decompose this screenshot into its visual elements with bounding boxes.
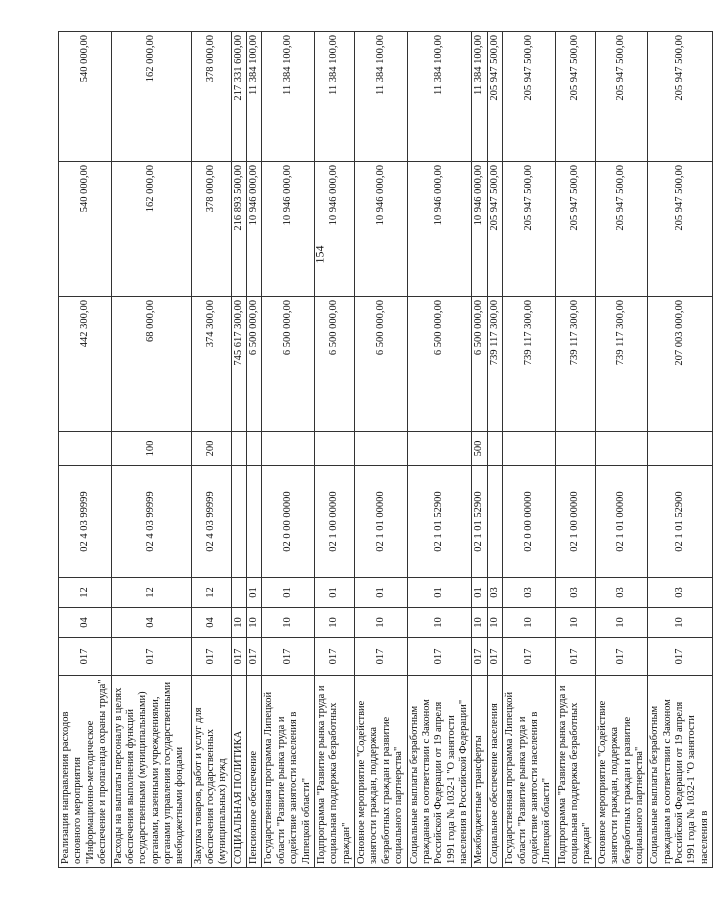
expense-type-cell bbox=[355, 432, 408, 466]
ministry-code-cell: 017 bbox=[407, 638, 472, 676]
amount-year3-cell: 162 000,00 bbox=[111, 32, 191, 162]
target-article-cell: 02 1 00 00000 bbox=[555, 466, 595, 578]
target-article-cell: 02 1 01 52900 bbox=[648, 466, 713, 578]
target-article-cell: 02 0 00 00000 bbox=[262, 466, 315, 578]
amount-year2-cell: 10 946 000,00 bbox=[407, 162, 472, 297]
table-row bbox=[595, 32, 648, 868]
target-article-cell: 02 1 01 52900 bbox=[407, 466, 472, 578]
target-article-cell: 02 1 01 00000 bbox=[355, 466, 408, 578]
amount-year1-cell: 6 500 000,00 bbox=[407, 297, 472, 432]
amount-year1-cell: 6 500 000,00 bbox=[262, 297, 315, 432]
subsection-code-cell: 03 bbox=[595, 578, 648, 608]
row-name-cell: Пенсионное обеспечение bbox=[247, 676, 262, 868]
section-code-cell: 10 bbox=[503, 608, 556, 638]
target-article-cell: 02 0 00 00000 bbox=[503, 466, 556, 578]
amount-year3-cell: 11 384 100,00 bbox=[407, 32, 472, 162]
amount-year1-cell: 739 117 300,00 bbox=[555, 297, 595, 432]
row-name-cell: Реализация направления расходов основного мероприятия "Информационно-методическое обеспечение и пропаганда охраны труда" bbox=[59, 676, 112, 868]
section-code-cell: 10 bbox=[407, 608, 472, 638]
target-article-cell bbox=[487, 466, 502, 578]
section-code-cell: 10 bbox=[648, 608, 713, 638]
amount-year2-cell: 10 946 000,00 bbox=[472, 162, 487, 297]
ministry-code-cell: 017 bbox=[503, 638, 556, 676]
amount-year2-cell: 10 946 000,00 bbox=[247, 162, 262, 297]
amount-year1-cell: 374 300,00 bbox=[191, 297, 231, 432]
amount-year3-cell: 11 384 100,00 bbox=[355, 32, 408, 162]
subsection-code-cell: 01 bbox=[472, 578, 487, 608]
target-article-cell: 02 1 00 00000 bbox=[314, 466, 354, 578]
amount-year1-cell: 6 500 000,00 bbox=[472, 297, 487, 432]
table-row bbox=[355, 32, 408, 868]
budget-table-frame bbox=[58, 32, 710, 868]
row-name-cell: Расходы на выплаты персоналу в целях обеспечения выполнения функций государственными (муниципальными) органами, казенными учреждениями, органами управления государственными внебюджетными фондами bbox=[111, 676, 191, 868]
target-article-cell: 02 1 01 00000 bbox=[595, 466, 648, 578]
expense-type-cell: 500 bbox=[472, 432, 487, 466]
ministry-code-cell: 017 bbox=[555, 638, 595, 676]
amount-year1-cell: 6 500 000,00 bbox=[314, 297, 354, 432]
expense-type-cell bbox=[503, 432, 556, 466]
target-article-cell: 02 4 03 99999 bbox=[191, 466, 231, 578]
table-row bbox=[231, 32, 246, 868]
amount-year2-cell: 205 947 500,00 bbox=[487, 162, 502, 297]
expense-type-cell bbox=[648, 432, 713, 466]
ministry-code-cell: 017 bbox=[262, 638, 315, 676]
amount-year2-cell: 205 947 500,00 bbox=[555, 162, 595, 297]
budget-table bbox=[58, 31, 713, 868]
section-code-cell: 10 bbox=[487, 608, 502, 638]
expense-type-cell bbox=[487, 432, 502, 466]
row-name-cell: Социальное обеспечение населения bbox=[487, 676, 502, 868]
subsection-code-cell: 03 bbox=[487, 578, 502, 608]
row-name-cell: Основное мероприятие "Содействие занятости граждан, поддержка безработных граждан и развитие социального партнерства" bbox=[595, 676, 648, 868]
amount-year2-cell: 216 893 500,00 bbox=[231, 162, 246, 297]
table-row bbox=[407, 32, 472, 868]
subsection-code-cell: 12 bbox=[111, 578, 191, 608]
ministry-code-cell: 017 bbox=[191, 638, 231, 676]
amount-year3-cell: 11 384 100,00 bbox=[314, 32, 354, 162]
section-code-cell: 10 bbox=[555, 608, 595, 638]
amount-year1-cell: 6 500 000,00 bbox=[247, 297, 262, 432]
section-code-cell: 10 bbox=[472, 608, 487, 638]
section-code-cell: 10 bbox=[262, 608, 315, 638]
amount-year2-cell: 205 947 500,00 bbox=[595, 162, 648, 297]
subsection-code-cell: 01 bbox=[247, 578, 262, 608]
amount-year1-cell: 739 117 300,00 bbox=[503, 297, 556, 432]
row-name-cell: СОЦИАЛЬНАЯ ПОЛИТИКА bbox=[231, 676, 246, 868]
section-code-cell: 04 bbox=[111, 608, 191, 638]
section-code-cell: 10 bbox=[595, 608, 648, 638]
expense-type-cell bbox=[262, 432, 315, 466]
target-article-cell bbox=[247, 466, 262, 578]
subsection-code-cell: 03 bbox=[503, 578, 556, 608]
amount-year2-cell: 10 946 000,00 bbox=[314, 162, 354, 297]
target-article-cell: 02 4 03 99999 bbox=[111, 466, 191, 578]
amount-year1-cell: 442 300,00 bbox=[59, 297, 112, 432]
ministry-code-cell: 017 bbox=[487, 638, 502, 676]
expense-type-cell bbox=[231, 432, 246, 466]
table-row bbox=[555, 32, 595, 868]
amount-year1-cell: 739 117 300,00 bbox=[487, 297, 502, 432]
table-row bbox=[503, 32, 556, 868]
subsection-code-cell bbox=[231, 578, 246, 608]
row-name-cell: Основное мероприятие "Содействие занятости граждан, поддержка безработных граждан и развитие социального партнерства" bbox=[355, 676, 408, 868]
target-article-cell: 02 1 01 52900 bbox=[472, 466, 487, 578]
table-row bbox=[59, 32, 112, 868]
ministry-code-cell: 017 bbox=[231, 638, 246, 676]
amount-year3-cell: 11 384 100,00 bbox=[472, 32, 487, 162]
row-name-cell: Государственная программа Липецкой области "Развитие рынка труда и содействие занятости населения в Липецкой области" bbox=[262, 676, 315, 868]
subsection-code-cell: 03 bbox=[648, 578, 713, 608]
amount-year2-cell: 540 000,00 bbox=[59, 162, 112, 297]
amount-year1-cell: 739 117 300,00 bbox=[595, 297, 648, 432]
amount-year3-cell: 205 947 500,00 bbox=[487, 32, 502, 162]
subsection-code-cell: 03 bbox=[555, 578, 595, 608]
table-body bbox=[59, 32, 713, 868]
expense-type-cell bbox=[59, 432, 112, 466]
amount-year2-cell: 378 000,00 bbox=[191, 162, 231, 297]
amount-year3-cell: 205 947 500,00 bbox=[595, 32, 648, 162]
subsection-code-cell: 01 bbox=[355, 578, 408, 608]
table-row bbox=[262, 32, 315, 868]
table-row bbox=[247, 32, 262, 868]
section-code-cell: 10 bbox=[314, 608, 354, 638]
row-name-cell: Социальные выплаты безработным гражданам в соответствии с Законом Российской Федерации от 19 апреля 1991 года № 1032-1 "О занятости населения в Российской Федерации" bbox=[407, 676, 472, 868]
table-row bbox=[191, 32, 231, 868]
amount-year1-cell: 207 003 000,00 bbox=[648, 297, 713, 432]
amount-year3-cell: 378 000,00 bbox=[191, 32, 231, 162]
amount-year3-cell: 11 384 100,00 bbox=[247, 32, 262, 162]
ministry-code-cell: 017 bbox=[648, 638, 713, 676]
section-code-cell: 10 bbox=[355, 608, 408, 638]
row-name-cell: Социальные выплаты безработным гражданам в соответствии с Законом Российской Федерации от 19 апреля 1991 года № 1032-1 "О занятости населения в bbox=[648, 676, 713, 868]
row-name-cell: Закупка товаров, работ и услуг для обеспечения государственных (муниципальных) нужд bbox=[191, 676, 231, 868]
amount-year2-cell: 205 947 500,00 bbox=[648, 162, 713, 297]
table-row bbox=[472, 32, 487, 868]
amount-year1-cell: 68 000,00 bbox=[111, 297, 191, 432]
ministry-code-cell: 017 bbox=[355, 638, 408, 676]
amount-year3-cell: 205 947 500,00 bbox=[648, 32, 713, 162]
section-code-cell: 04 bbox=[59, 608, 112, 638]
ministry-code-cell: 017 bbox=[314, 638, 354, 676]
section-code-cell: 10 bbox=[247, 608, 262, 638]
ministry-code-cell: 017 bbox=[595, 638, 648, 676]
row-name-cell: Государственная программа Липецкой области "Развитие рынка труда и содействие занятости населения в Липецкой области" bbox=[503, 676, 556, 868]
ministry-code-cell: 017 bbox=[472, 638, 487, 676]
expense-type-cell bbox=[407, 432, 472, 466]
expense-type-cell: 200 bbox=[191, 432, 231, 466]
ministry-code-cell: 017 bbox=[59, 638, 112, 676]
section-code-cell: 04 bbox=[191, 608, 231, 638]
page-number: 154 bbox=[312, 245, 327, 264]
subsection-code-cell: 12 bbox=[59, 578, 112, 608]
amount-year3-cell: 11 384 100,00 bbox=[262, 32, 315, 162]
expense-type-cell bbox=[314, 432, 354, 466]
amount-year3-cell: 540 000,00 bbox=[59, 32, 112, 162]
amount-year2-cell: 10 946 000,00 bbox=[262, 162, 315, 297]
row-name-cell: Подпрограмма "Развитие рынка труда и социальная поддержка безработных граждан" bbox=[555, 676, 595, 868]
ministry-code-cell: 017 bbox=[111, 638, 191, 676]
amount-year3-cell: 205 947 500,00 bbox=[503, 32, 556, 162]
amount-year1-cell: 745 617 300,00 bbox=[231, 297, 246, 432]
amount-year3-cell: 205 947 500,00 bbox=[555, 32, 595, 162]
table-row bbox=[487, 32, 502, 868]
subsection-code-cell: 12 bbox=[191, 578, 231, 608]
target-article-cell: 02 4 03 99999 bbox=[59, 466, 112, 578]
ministry-code-cell: 017 bbox=[247, 638, 262, 676]
table-row bbox=[648, 32, 713, 868]
row-name-cell: Межбюджетные трансферты bbox=[472, 676, 487, 868]
expense-type-cell bbox=[595, 432, 648, 466]
subsection-code-cell: 01 bbox=[262, 578, 315, 608]
subsection-code-cell: 01 bbox=[407, 578, 472, 608]
subsection-code-cell: 01 bbox=[314, 578, 354, 608]
amount-year3-cell: 217 331 600,00 bbox=[231, 32, 246, 162]
table-row bbox=[314, 32, 354, 868]
table-row bbox=[111, 32, 191, 868]
expense-type-cell bbox=[247, 432, 262, 466]
amount-year2-cell: 205 947 500,00 bbox=[503, 162, 556, 297]
amount-year2-cell: 10 946 000,00 bbox=[355, 162, 408, 297]
expense-type-cell bbox=[555, 432, 595, 466]
amount-year1-cell: 6 500 000,00 bbox=[355, 297, 408, 432]
target-article-cell bbox=[231, 466, 246, 578]
expense-type-cell: 100 bbox=[111, 432, 191, 466]
row-name-cell: Подпрограмма "Развитие рынка труда и социальная поддержка безработных граждан" bbox=[314, 676, 354, 868]
section-code-cell: 10 bbox=[231, 608, 246, 638]
amount-year2-cell: 162 000,00 bbox=[111, 162, 191, 297]
rotated-table-container bbox=[58, 32, 710, 868]
